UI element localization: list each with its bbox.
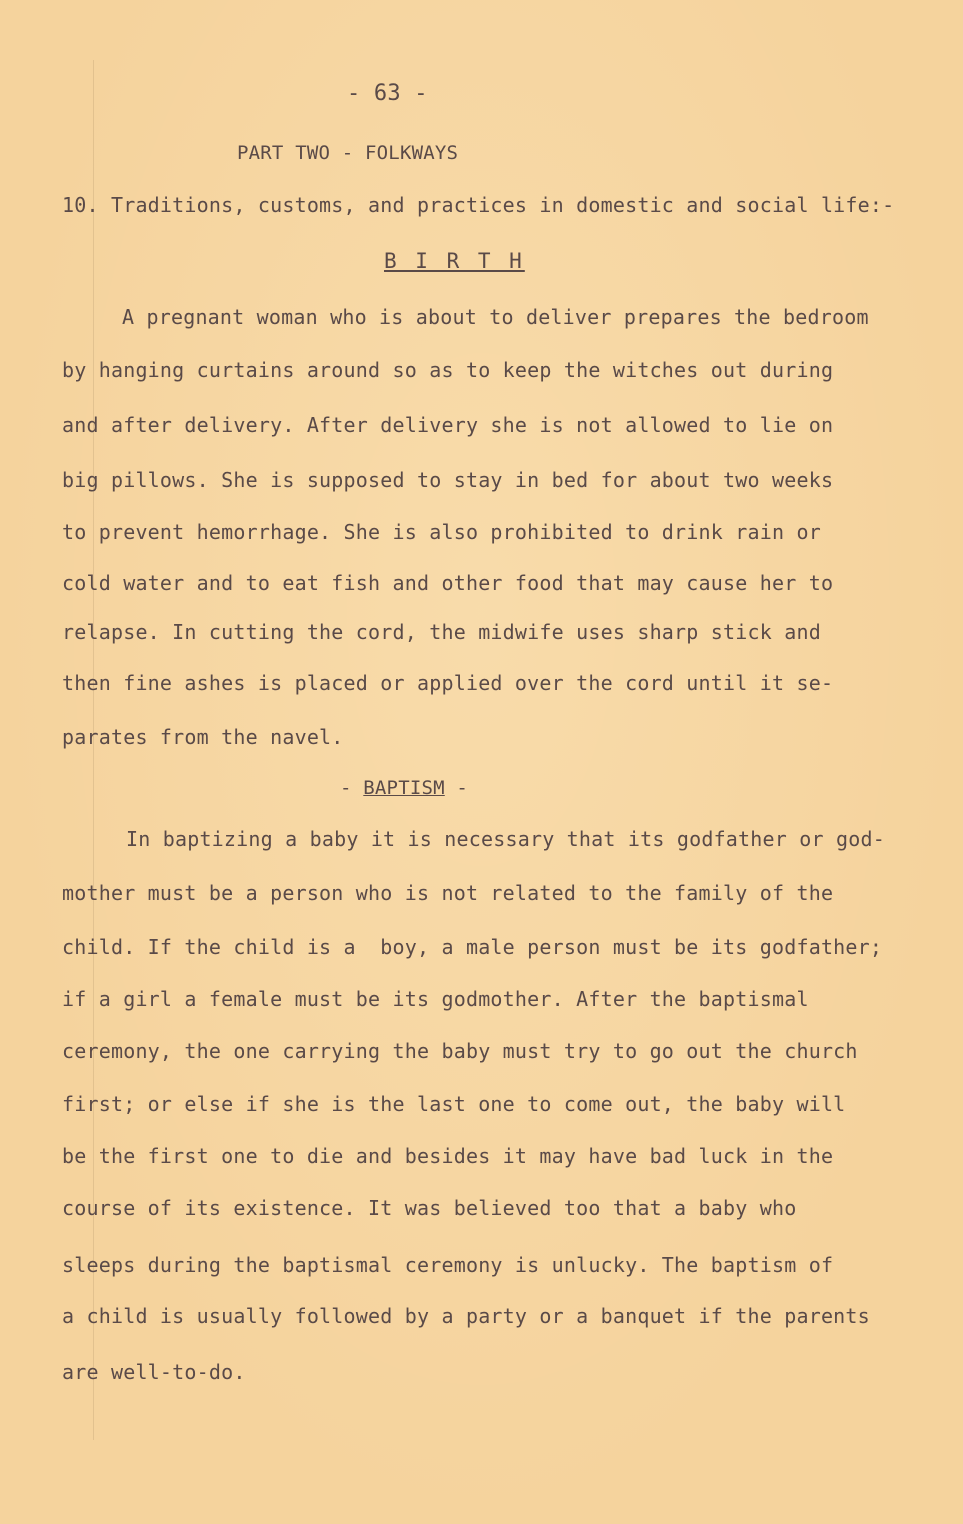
baptism-heading-prefix: - xyxy=(340,777,364,799)
baptism-line: In baptizing a baby it is necessary that its godfather or god- xyxy=(126,827,885,851)
part-title: PART TWO - FOLKWAYS xyxy=(237,142,459,164)
baptism-line: a child is usually followed by a party or a banquet if the parents xyxy=(62,1304,870,1328)
baptism-line: are well-to-do. xyxy=(62,1360,246,1384)
birth-line: cold water and to eat fish and other food that may cause her to xyxy=(62,571,834,595)
birth-heading: B I R T H xyxy=(384,249,525,273)
baptism-line: child. If the child is a boy, a male person must be its godfather; xyxy=(62,935,883,959)
section-heading: 10. Traditions, customs, and practices in domestic and social life:- xyxy=(62,193,895,217)
baptism-heading-suffix: - xyxy=(444,777,469,799)
page-number: - 63 - xyxy=(347,81,428,106)
baptism-heading xyxy=(340,776,468,800)
baptism-line: first; or else if she is the last one to come out, the baby will xyxy=(62,1092,846,1116)
birth-line: relapse. In cutting the cord, the midwife uses sharp stick and xyxy=(62,620,821,644)
birth-line: A pregnant woman who is about to deliver prepares the bedroom xyxy=(122,305,869,329)
baptism-line: mother must be a person who is not related to the family of the xyxy=(62,881,834,905)
baptism-line: if a girl a female must be its godmother. After the baptismal xyxy=(62,987,809,1011)
birth-line: to prevent hemorrhage. She is also prohibited to drink rain or xyxy=(62,520,821,544)
birth-line: big pillows. She is supposed to stay in bed for about two weeks xyxy=(62,468,834,492)
birth-line: then fine ashes is placed or applied over the cord until it se- xyxy=(62,671,834,695)
baptism-line: ceremony, the one carrying the baby must try to go out the church xyxy=(62,1039,858,1063)
birth-line: parates from the navel. xyxy=(62,725,344,749)
baptism-line: sleeps during the baptismal ceremony is unlucky. The baptism of xyxy=(62,1253,834,1277)
birth-line: by hanging curtains around so as to keep the witches out during xyxy=(62,358,834,382)
margin-crease xyxy=(93,60,94,1440)
baptism-line: course of its existence. It was believed too that a baby who xyxy=(62,1196,797,1220)
baptism-line: be the first one to die and besides it may have bad luck in the xyxy=(62,1144,834,1168)
birth-line: and after delivery. After delivery she is not allowed to lie on xyxy=(62,413,834,437)
baptism-heading-text: BAPTISM xyxy=(363,777,445,799)
